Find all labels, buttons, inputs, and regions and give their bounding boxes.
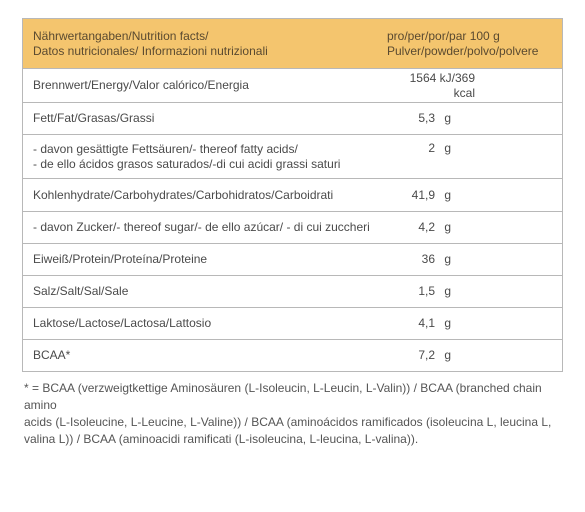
row-value: 41,9	[411, 187, 435, 202]
table-row-carbohydrates	[23, 178, 562, 211]
row-label: BCAA*	[33, 348, 71, 362]
table-row-saturated-fat	[23, 134, 562, 178]
row-unit: g	[444, 348, 451, 362]
row-unit: g	[444, 141, 451, 155]
table-header	[23, 19, 562, 68]
header-value-column: pro/per/por/par 100 g Pulver/powder/polvo/polvere	[387, 28, 539, 58]
row-value: 1,5	[418, 284, 435, 298]
table-row-salt	[23, 275, 562, 307]
row-value: 7,2	[418, 348, 435, 362]
table-row-lactose	[23, 307, 562, 339]
table-row-protein	[23, 243, 562, 275]
table-row-bcaa	[23, 339, 562, 371]
table-row-fat	[23, 102, 562, 134]
row-value: 4,2	[418, 220, 435, 234]
row-value: 4,1	[418, 316, 435, 330]
row-unit: g	[444, 111, 451, 125]
row-value: 36	[421, 252, 435, 266]
row-label: Salz/Salt/Sal/Sale	[33, 284, 129, 298]
table-row-sugar	[23, 211, 562, 243]
footnote: * = BCAA (verzweigtkettige Aminosäuren (L-Isoleucin, L-Leucin, L-Valin)) / BCAA (branched chain amino acids (L-Isoleucine, L-Leucine, L-Valine)) / BCAA (aminoácidos ramificados (isoleucina L, leucina L, valina L)) / BCAA (aminoacidi ramificati (L-isoleucina, L-leucina, L-valina)).	[24, 381, 552, 446]
row-label: Laktose/Lactose/Lactosa/Lattosio	[33, 316, 212, 330]
row-value: 5,3	[418, 111, 435, 125]
row-unit: g	[444, 252, 451, 266]
table-row-energy	[23, 68, 562, 102]
row-label: Brennwert/Energy/Valor calórico/Energia	[33, 78, 249, 92]
row-label: - davon gesättigte Fettsäuren/- thereof fatty acids/ - de ello ácidos grasos saturados/-di cui acidi grassi saturi	[33, 141, 341, 171]
row-label: Kohlenhydrate/Carbohydrates/Carbohidratos/Carboidrati	[33, 187, 334, 202]
row-unit: g	[444, 316, 451, 330]
header-label: Nährwertangaben/Nutrition facts/ Datos nutricionales/ Informazioni nutrizionali	[33, 28, 268, 58]
nutrition-table	[22, 18, 563, 372]
row-unit: g	[444, 187, 451, 202]
row-value: 1564 kJ/369 kcal	[409, 70, 475, 100]
row-label: Fett/Fat/Grasas/Grassi	[33, 111, 155, 125]
row-value: 2	[428, 141, 435, 155]
row-label: Eiweiß/Protein/Proteína/Proteine	[33, 252, 208, 266]
row-label: - davon Zucker/- thereof sugar/- de ello azúcar/ - di cui zuccheri	[33, 220, 370, 234]
row-unit: g	[444, 220, 451, 234]
row-unit: g	[444, 284, 451, 298]
